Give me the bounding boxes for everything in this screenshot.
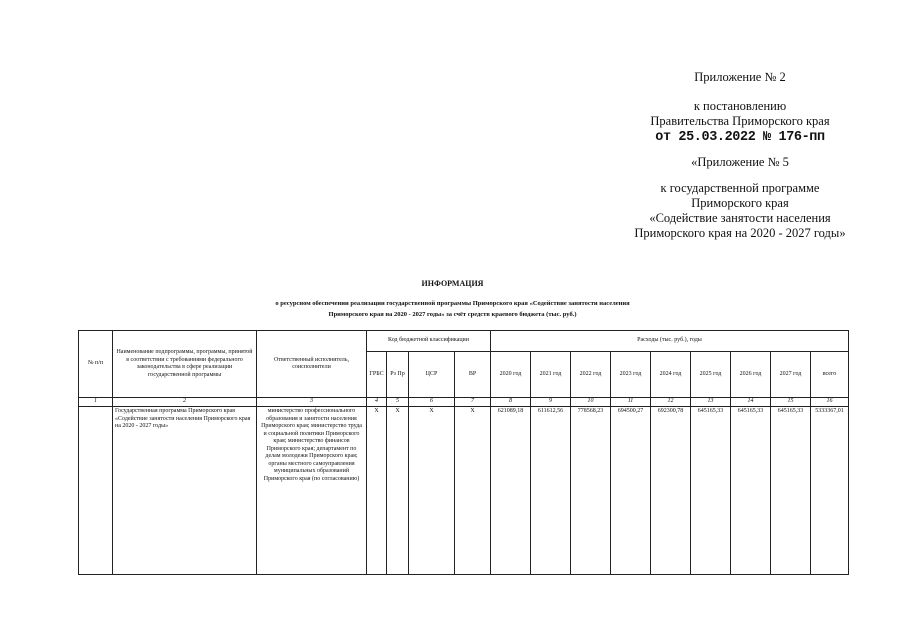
col-number: 4 [367, 398, 387, 407]
h-expenses: Расходы (тыс. руб.), годы [491, 331, 849, 352]
doc-title: ИНФОРМАЦИЯ [421, 279, 484, 288]
doc-subtitle-1: о ресурсном обеспечении реализации государственной программы Приморского края «Содействие занятости населения [275, 300, 630, 307]
h-budget-code: Код бюджетной классификации [367, 331, 491, 352]
col-number: 3 [257, 398, 367, 407]
program-period: Приморского края на 2020 - 2027 годы» [634, 226, 846, 240]
h-year-2022: 2022 год [571, 352, 611, 398]
h-csr: ЦСР [409, 352, 455, 398]
col-number: 16 [811, 398, 849, 407]
h-year-2021: 2021 год [531, 352, 571, 398]
row-num [79, 407, 113, 575]
appendix-number: Приложение № 2 [694, 70, 786, 84]
row-value-2020: 621089,18 [491, 407, 531, 575]
column-numbers-row [79, 398, 849, 407]
col-number: 7 [455, 398, 491, 407]
row-value-2027: 645165,33 [771, 407, 811, 575]
h-year-2024: 2024 год [651, 352, 691, 398]
h-vr: ВР [455, 352, 491, 398]
col-number: 12 [651, 398, 691, 407]
h-responsible: Ответственный исполнитель, соисполнители [257, 331, 367, 398]
to-program: к государственной программе [660, 181, 820, 195]
col-number: 8 [491, 398, 531, 407]
row-value-2024: 692300,78 [651, 407, 691, 575]
col-number: 14 [731, 398, 771, 407]
col-number: 15 [771, 398, 811, 407]
h-year-2025: 2025 год [691, 352, 731, 398]
row-vr: X [455, 407, 491, 575]
h-num: № п/п [79, 331, 113, 398]
row-value-2026: 645165,33 [731, 407, 771, 575]
row-value-2025: 645165,33 [691, 407, 731, 575]
to-resolution: к постановлению [693, 99, 787, 113]
row-value-2021: 611612,56 [531, 407, 571, 575]
h-rzpr: Рз Пр [387, 352, 409, 398]
col-number: 5 [387, 398, 409, 407]
header-row-1 [79, 331, 849, 352]
region: Приморского края [691, 196, 789, 210]
appendix5: «Приложение № 5 [691, 155, 789, 169]
col-number: 9 [531, 398, 571, 407]
row-program-name: Государственная программа Приморского края «Содействие занятости населения Приморского края на 2020 - 2027 годы» [113, 407, 257, 575]
row-value-total: 5333367,01 [811, 407, 849, 575]
h-year-2026: 2026 год [731, 352, 771, 398]
row-responsible: министерство профессионального образования и занятости населения Приморского края; министерство труда и социальной политики Приморского края; министерство финансов Приморского края; департамент по делам молодежи Приморского края; органы местного самоуправления муниципальных образований Приморского края (по согласованию) [257, 407, 367, 575]
h-year-2023: 2023 год [611, 352, 651, 398]
col-number: 2 [113, 398, 257, 407]
row-value-2023: 694500,27 [611, 407, 651, 575]
h-name: Наименование подпрограммы, программы, принятой в соответствии с требованиями федерального законодательства в сфере реализации государственной программы [113, 331, 257, 398]
row-value-2022: 778568,23 [571, 407, 611, 575]
government-name: Правительства Приморского края [650, 114, 830, 128]
h-total: всего [811, 352, 849, 398]
resource-table [78, 330, 849, 575]
row-rzpr: X [387, 407, 409, 575]
col-number: 11 [611, 398, 651, 407]
decree-number: от 25.03.2022 № 176-пп [655, 130, 825, 145]
program-name: «Содействие занятости населения [649, 211, 831, 225]
table-row [79, 407, 849, 575]
col-number: 1 [79, 398, 113, 407]
h-grbs: ГРБС [367, 352, 387, 398]
row-grbs: X [367, 407, 387, 575]
h-year-2020: 2020 год [491, 352, 531, 398]
col-number: 10 [571, 398, 611, 407]
h-year-2027: 2027 год [771, 352, 811, 398]
row-csr: X [409, 407, 455, 575]
doc-subtitle-2: Приморского края на 2020 - 2027 годы» за счёт средств краевого бюджета (тыс. руб.) [328, 311, 577, 318]
col-number: 13 [691, 398, 731, 407]
col-number: 6 [409, 398, 455, 407]
